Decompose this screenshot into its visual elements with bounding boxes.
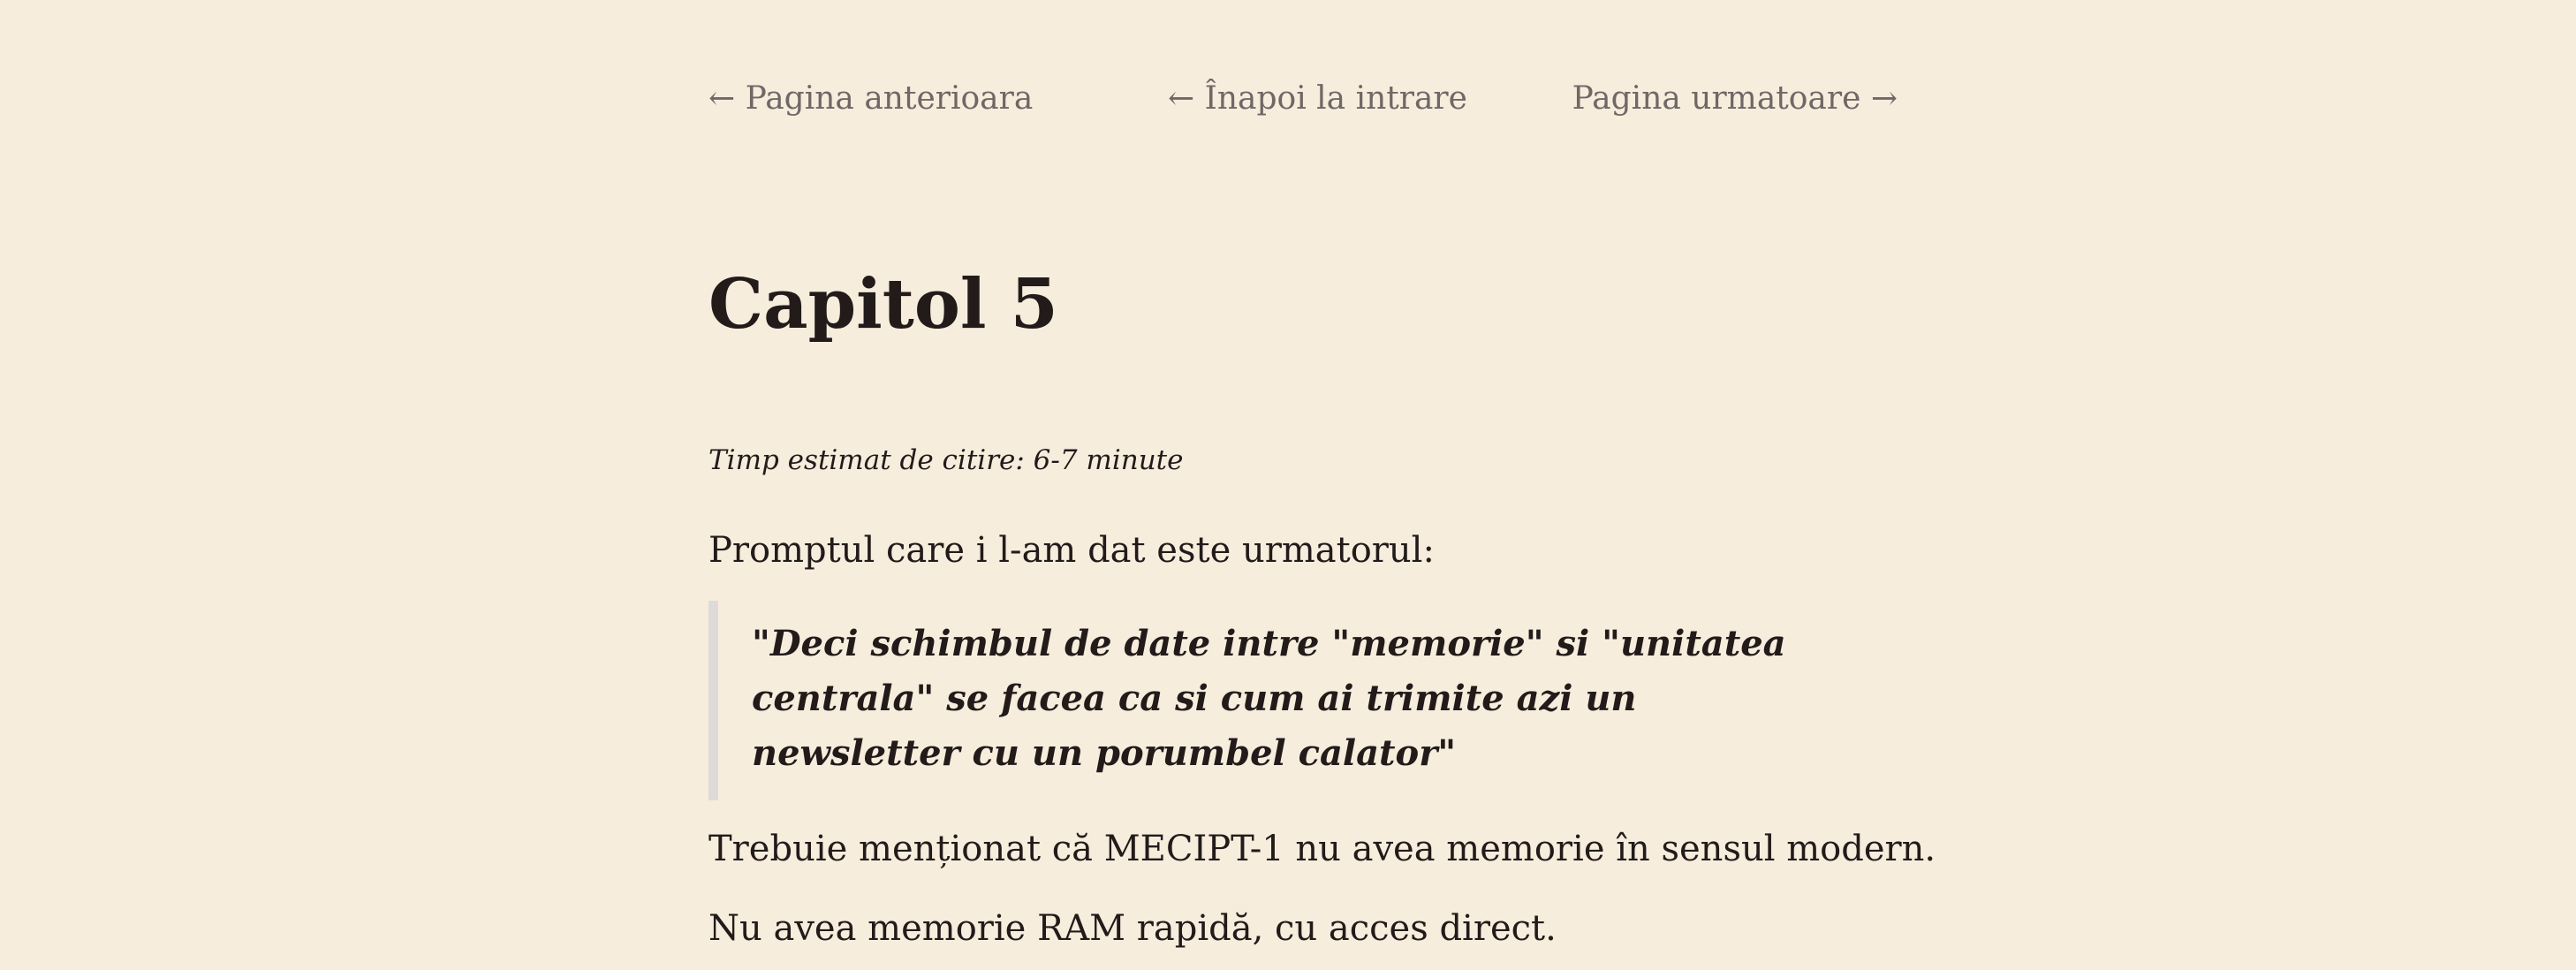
paragraph-ram-note: Nu avea memorie RAM rapidă, cu acces direct. bbox=[708, 908, 1557, 949]
blockquote bbox=[708, 601, 1857, 800]
paragraph-intro: Promptul care i l-am dat este urmatorul: bbox=[708, 530, 1435, 571]
page-navigation bbox=[708, 72, 1898, 125]
chapter-title: Capitol 5 bbox=[708, 264, 1058, 345]
reading-time: Timp estimat de citire: 6-7 minute bbox=[708, 444, 1184, 476]
previous-page-link[interactable]: ← Pagina anterioara bbox=[708, 80, 1034, 117]
back-to-entry-link[interactable]: ← Înapoi la intrare bbox=[1168, 80, 1467, 117]
next-page-link[interactable]: Pagina urmatoare → bbox=[1572, 80, 1898, 117]
paragraph-memory-note: Trebuie menționat că MECIPT-1 nu avea memorie în sensul modern. bbox=[708, 829, 1936, 869]
quote-text: "Deci schimbul de date intre "memorie" si "unitatea centrala" se facea ca si cum ai trimite azi un newsletter cu un porumbel calator" bbox=[752, 623, 1786, 774]
